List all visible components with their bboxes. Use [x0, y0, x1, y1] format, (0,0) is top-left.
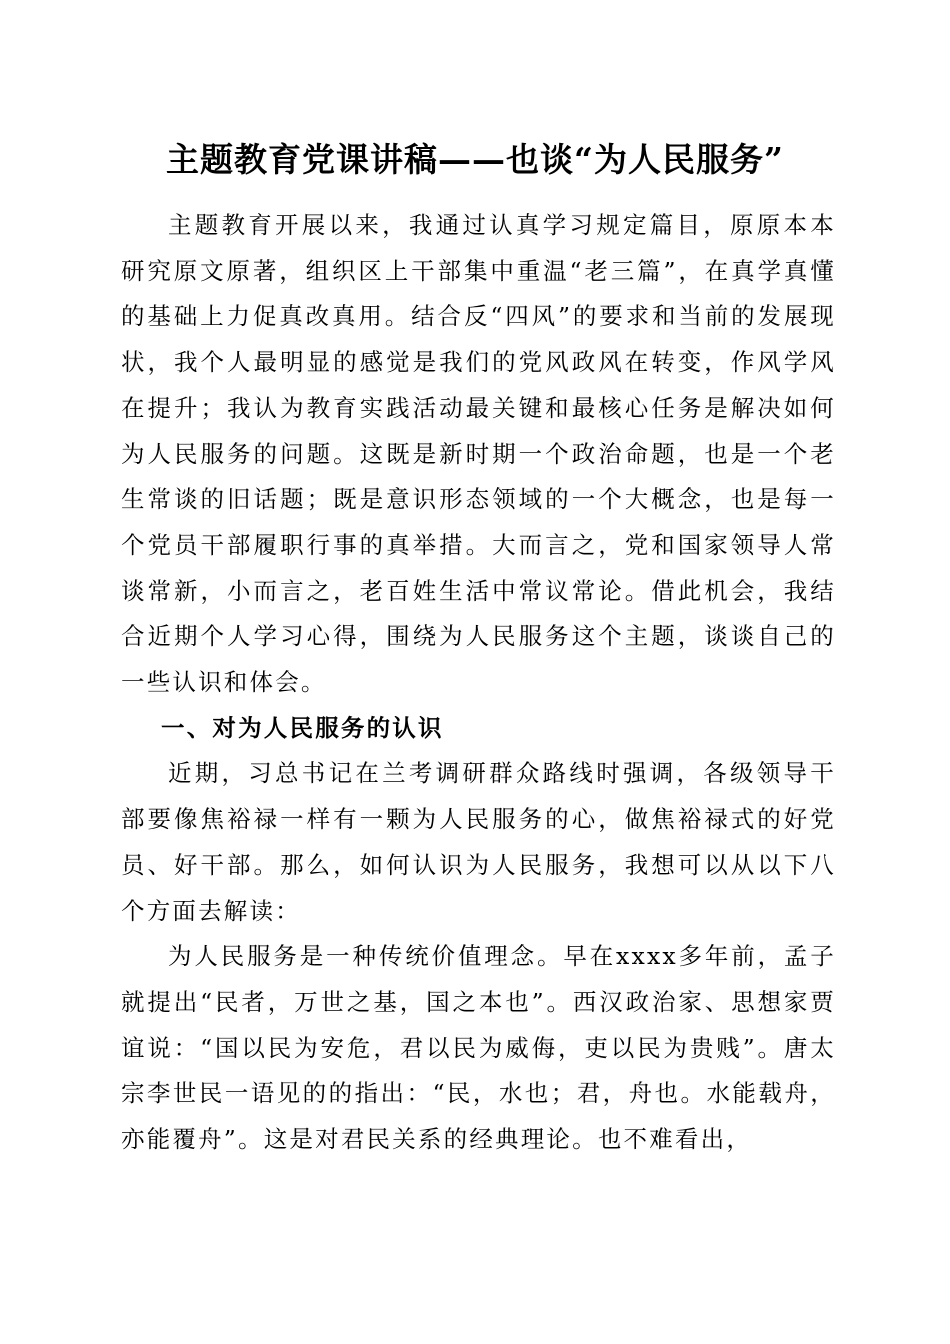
section-heading-1: 一、对为人民服务的认识 — [161, 713, 444, 742]
paragraph-section-1: 近期，习总书记在兰考调研群众路线时强调，各级领导干部要像焦裕禄一样有一颗为人民服务的心，做焦裕禄式的好党员、好干部。那么，如何认识为人民服务，我想可以从以下八个方面去解读： — [121, 759, 836, 925]
document-body — [121, 203, 836, 1163]
paragraph-tradition: 为人民服务是一种传统价值理念。早在xxxx多年前，孟子就提出“民者，万世之基，国之本也”。西汉政治家、思想家贾谊说：“国以民为安危，君以民为威侮，吏以民为贵贱”。唐太宗李世民一语见的的指出：“民，水也；君，舟也。水能载舟，亦能覆舟”。这是对君民关系的经典理论。也不难看出， — [121, 942, 836, 1154]
paragraph-intro: 主题教育开展以来，我通过认真学习规定篇目，原原本本研究原文原著，组织区上干部集中重温“老三篇”，在真学真懂的基础上力促真改真用。结合反“四风”的要求和当前的发展现状，我个人最明显的感觉是我们的党风政风在转变，作风学风在提升；我认为教育实践活动最关键和最核心任务是解决如何为人民服务的问题。这既是新时期一个政治命题，也是一个老生常谈的旧话题；既是意识形态领域的一个大概念，也是每一个党员干部履职行事的真举措。大而言之，党和国家领导人常谈常新，小而言之，老百姓生活中常议常论。借此机会，我结合近期个人学习心得，围绕为人民服务这个主题，谈谈自己的一些认识和体会。 — [121, 211, 836, 697]
document-title: 主题教育党课讲稿——也谈“为人民服务” — [166, 140, 784, 179]
